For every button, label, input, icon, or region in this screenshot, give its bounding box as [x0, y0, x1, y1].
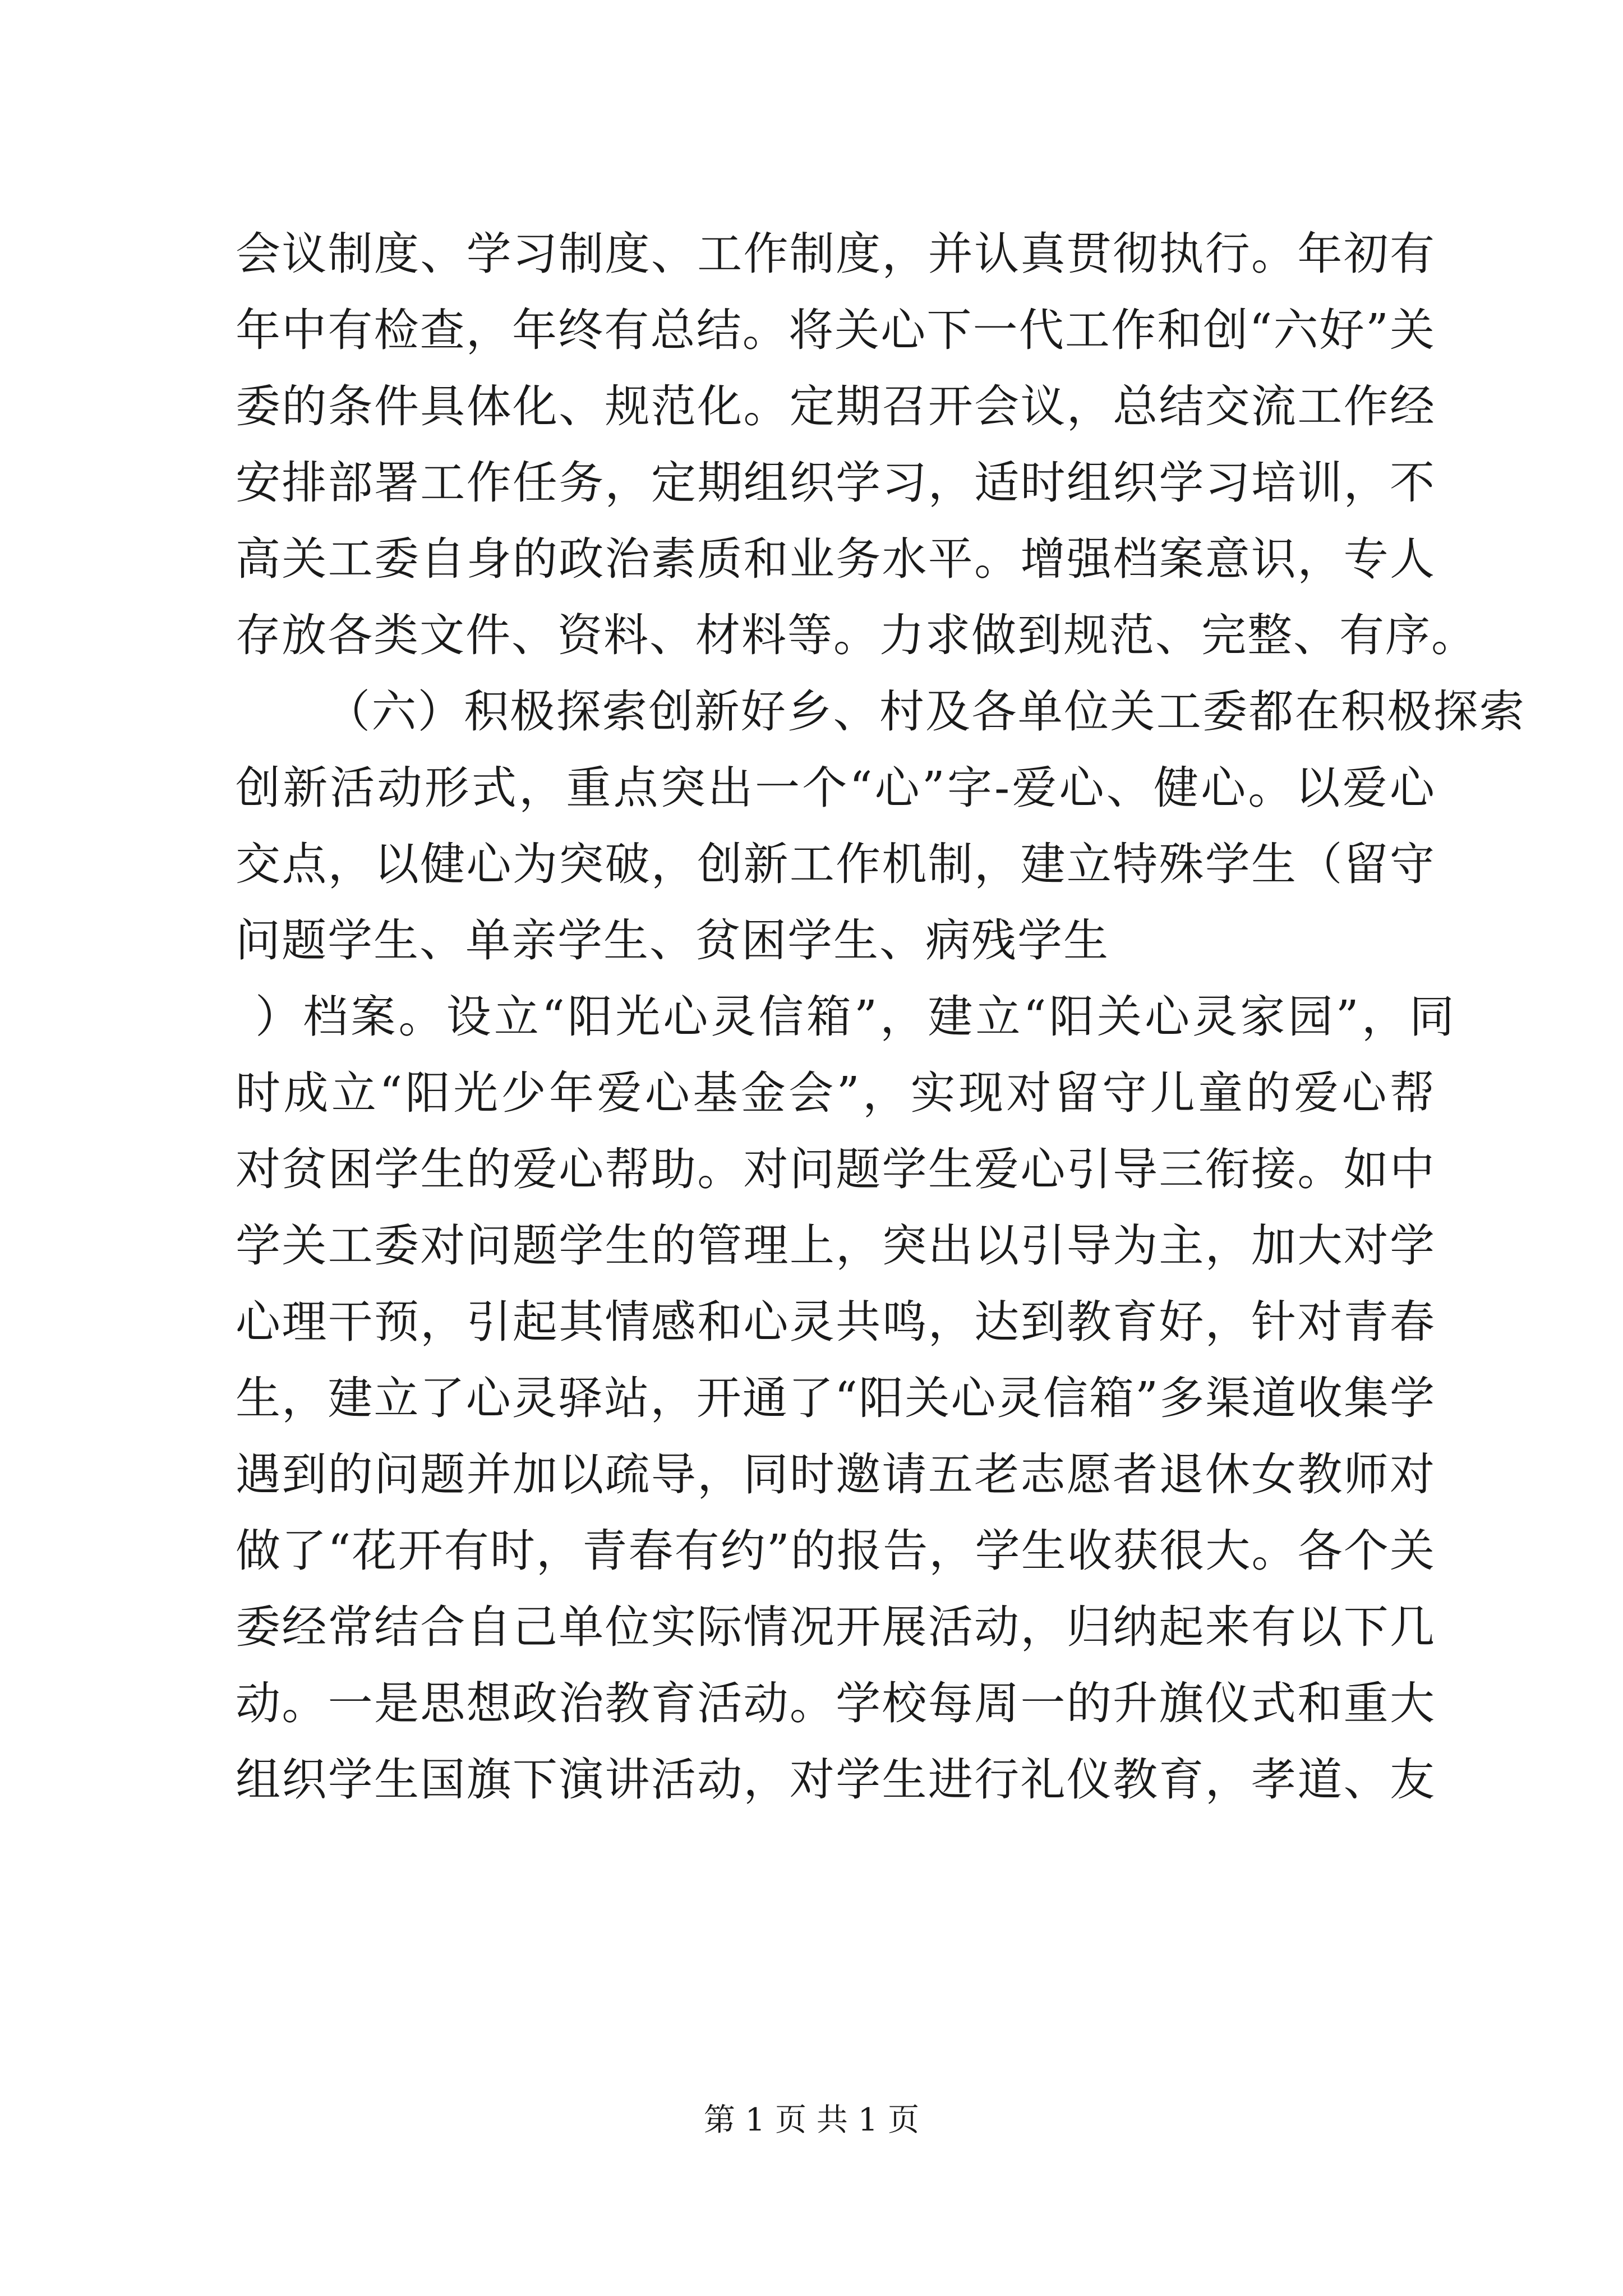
text-line: ）档案。设立“阳光心灵信箱”，建立“阳关心灵家园”，同 [255, 991, 1455, 1043]
text-line: 委经常结合自己单位实际情况开展活动，归纳起来有以下几 [236, 1601, 1436, 1653]
text-line: 做了“花开有时，青春有约”的报告，学生收获很大。各个关 [236, 1525, 1436, 1577]
text-line: 生，建立了心灵驿站，开通了“阳关心灵信箱”多渠道收集学 [236, 1372, 1436, 1424]
text-line: 学关工委对问题学生的管理上，突出以引导为主，加大对学 [236, 1220, 1436, 1272]
text-line: 存放各类文件、资料、材料等。力求做到规范、完整、有序。 [236, 609, 1477, 661]
text-line: 创新活动形式，重点突出一个“心”字-爱心、健心。以爱心 [236, 762, 1436, 814]
text-line: 交点，以健心为突破，创新工作机制，建立特殊学生（留守 [236, 838, 1436, 890]
text-line: 遇到的问题并加以疏导，同时邀请五老志愿者退休女教师对 [236, 1448, 1436, 1501]
document-body [236, 216, 1525, 1818]
text-line: 动。一是思想政治教育活动。学校每周一的升旗仪式和重大 [236, 1677, 1436, 1729]
text-line: 时成立“阳光少年爱心基金会”，实现对留守儿童的爱心帮 [236, 1067, 1436, 1119]
text-line: 组织学生国旗下演讲活动，对学生进行礼仪教育，孝道、友 [236, 1754, 1436, 1806]
text-line: 对贫困学生的爱心帮助。对问题学生爱心引导三衔接。如中 [236, 1143, 1436, 1195]
text-line: 安排部署工作任务，定期组织学习，适时组织学习培训，不 [236, 457, 1436, 509]
text-line: 年中有检查，年终有总结。将关心下一代工作和创“六好”关 [236, 304, 1436, 356]
text-line: 会议制度、学习制度、工作制度，并认真贯彻执行。年初有 [236, 228, 1436, 280]
text-line: 委的条件具体化、规范化。定期召开会议，总结交流工作经 [236, 380, 1436, 432]
text-line: 问题学生、单亲学生、贫困学生、病残学生 [236, 914, 1109, 967]
text-line: 高关工委自身的政治素质和业务水平。增强档案意识，专人 [236, 533, 1436, 585]
page-number: 第 1 页 共 1 页 [703, 2102, 920, 2138]
text-line: 心理干预，引起其情感和心灵共鸣，达到教育好，针对青春 [236, 1296, 1436, 1348]
page-footer [0, 2095, 1623, 2140]
text-line-section-heading: （六）积极探索创新好乡、村及各单位关工委都在积极探索 [325, 685, 1525, 738]
